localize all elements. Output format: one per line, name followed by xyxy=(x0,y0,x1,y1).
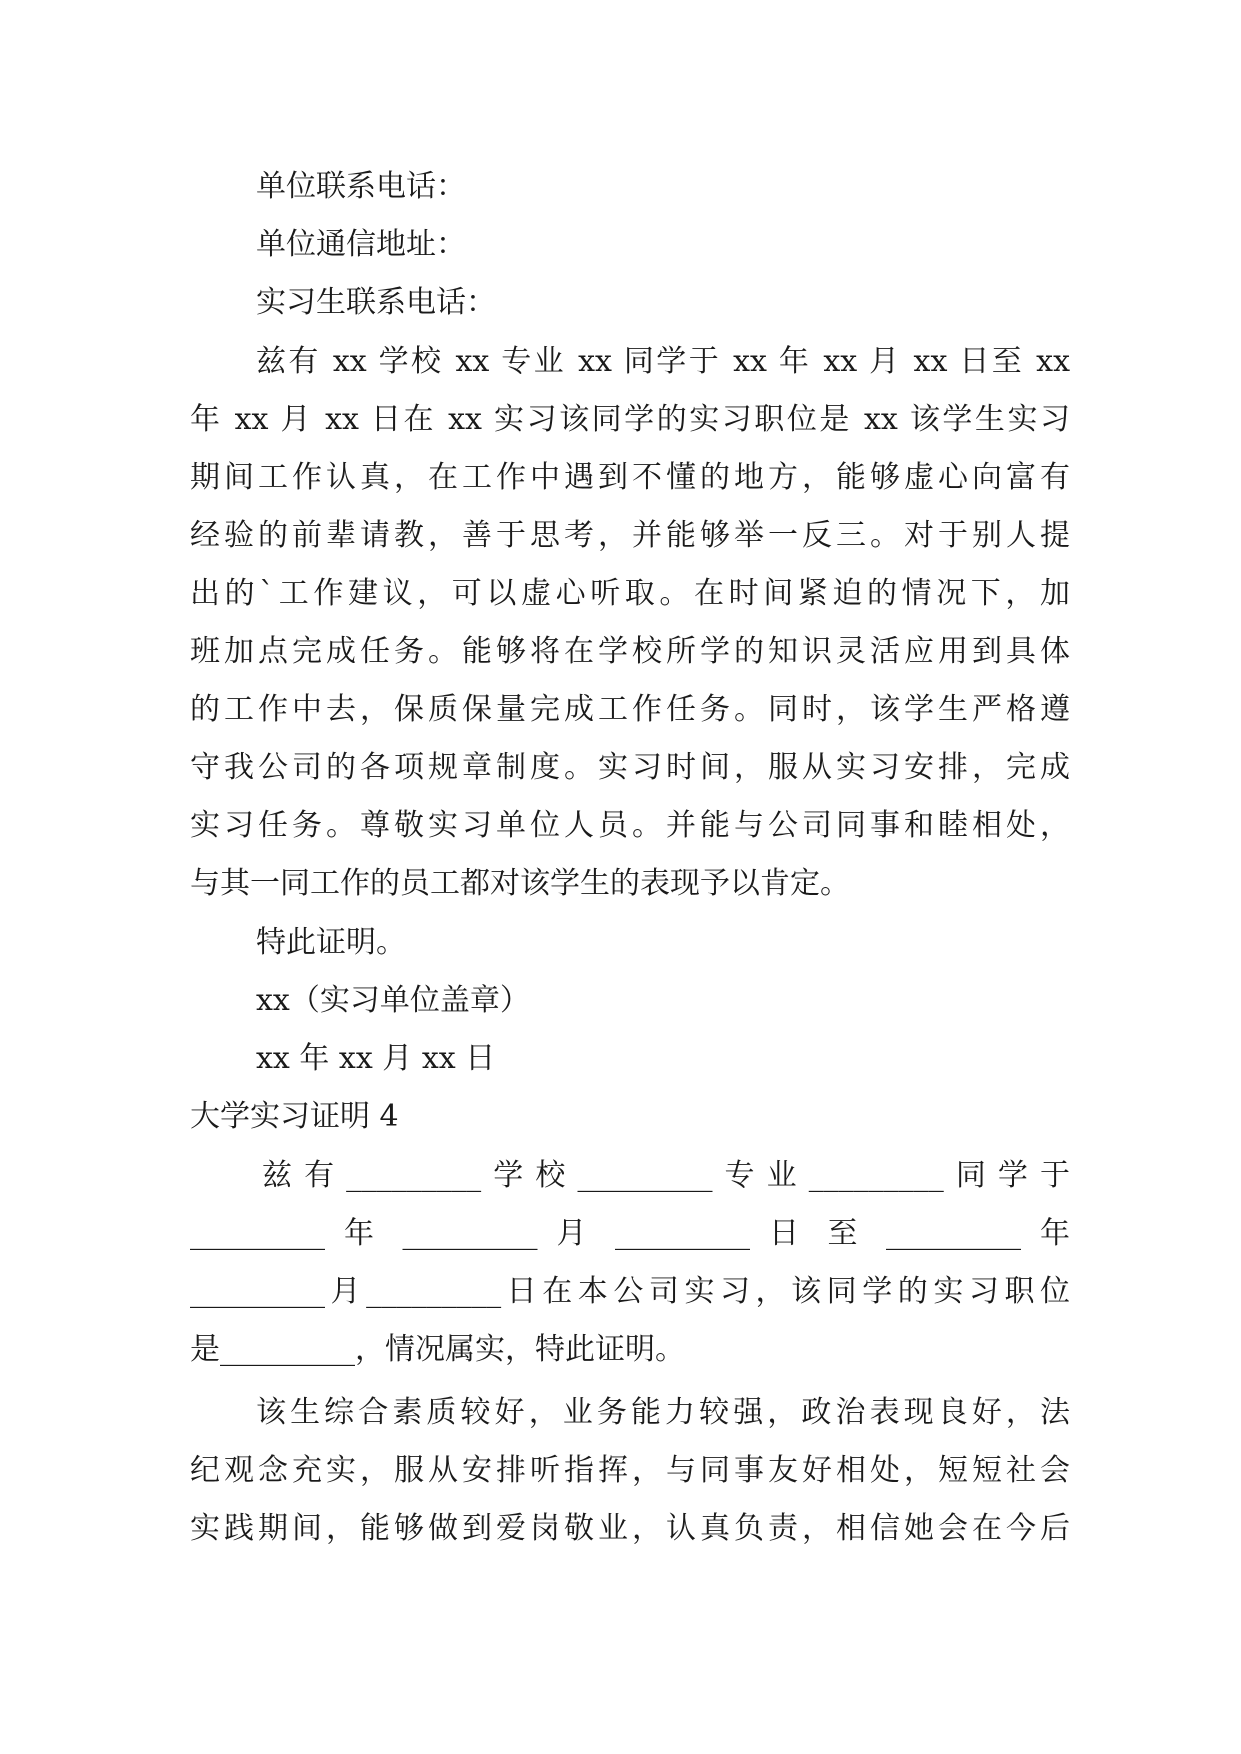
cert4-body-line: 该生综合素质较好，业务能力较强，政治表现良好，法 xyxy=(256,1395,1070,1430)
intern-phone-label: 实习生联系电话： xyxy=(256,285,496,320)
cert3-body-line: 与其一同工作的员工都对该学生的表现予以肯定。 xyxy=(190,866,850,901)
cert4-body-line: 纪观念充实，服从安排听指挥，与同事友好相处，短短社会 xyxy=(190,1453,1070,1488)
cert4-fill-line: _________月_________日在本公司实习，该同学的实习职位 xyxy=(190,1274,1070,1309)
unit-phone-label: 单位联系电话： xyxy=(256,169,466,204)
cert3-body-line: 兹有 xx 学校 xx 专业 xx 同学于 xx 年 xx 月 xx 日至 xx xyxy=(256,344,1070,379)
unit-address-label: 单位通信地址： xyxy=(256,227,466,262)
cert4-fill-line: _________ 年 _________ 月 _________ 日 至 _________ 年 xyxy=(190,1216,1070,1251)
cert3-body-line: 出的`工作建议，可以虚心听取。在时间紧迫的情况下，加 xyxy=(190,576,1070,611)
cert3-body-line: 年 xx 月 xx 日在 xx 实习该同学的实习职位是 xx 该学生实习 xyxy=(190,402,1070,437)
cert3-body-line: 经验的前辈请教，善于思考，并能够举一反三。对于别人提 xyxy=(190,518,1070,553)
cert4-fill-line: 兹有_________学校_________专业_________同学于 xyxy=(262,1158,1070,1193)
cert3-body-line: 实习任务。尊敬实习单位人员。并能与公司同事和睦相处， xyxy=(190,808,1070,843)
cert3-date: xx 年 xx 月 xx 日 xyxy=(256,1041,496,1076)
cert3-body-line: 守我公司的各项规章制度。实习时间，服从实习安排，完成 xyxy=(190,750,1070,785)
cert3-closing: 特此证明。 xyxy=(256,925,406,960)
cert4-fill-line: 是_________，情况属实，特此证明。 xyxy=(190,1332,685,1367)
cert4-body-line: 实践期间，能够做到爱岗敬业，认真负责，相信她会在今后 xyxy=(190,1511,1070,1546)
cert3-seal: xx（实习单位盖章） xyxy=(256,983,530,1018)
cert3-body-line: 班加点完成任务。能够将在学校所学的知识灵活应用到具体 xyxy=(190,634,1070,669)
cert3-body-line: 期间工作认真，在工作中遇到不懂的地方，能够虚心向富有 xyxy=(190,460,1070,495)
cert3-body-line: 的工作中去，保质保量完成工作任务。同时，该学生严格遵 xyxy=(190,692,1070,727)
cert4-title: 大学实习证明 4 xyxy=(190,1099,399,1134)
